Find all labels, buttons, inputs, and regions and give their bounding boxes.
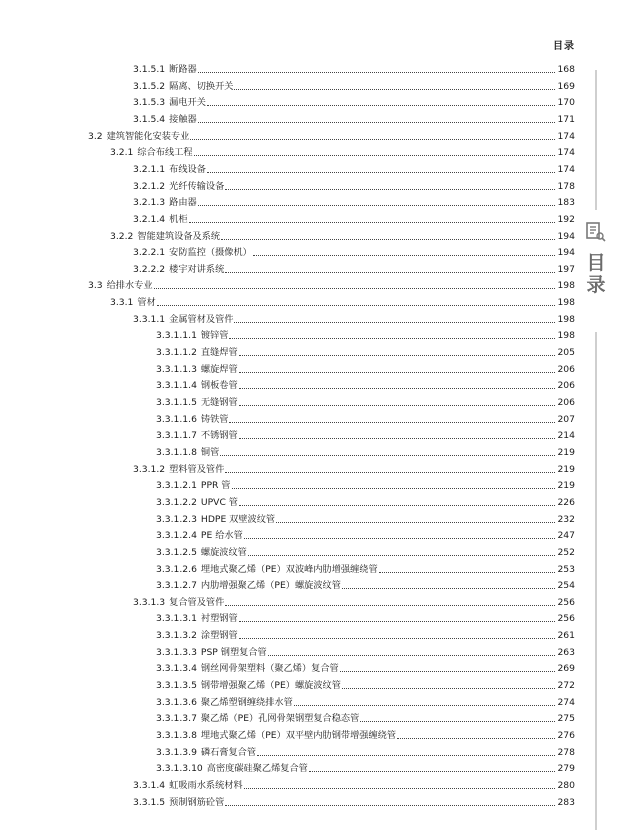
toc-entry[interactable] [156, 526, 575, 542]
toc-entry[interactable] [133, 593, 575, 609]
toc-entry-number: 3.1.5.1 [133, 64, 166, 75]
toc-entry-title: 螺旋波纹管 [200, 546, 247, 558]
toc-dot-leader [239, 355, 556, 356]
toc-entry-number: 3.1.5.2 [133, 80, 166, 92]
toc-entry[interactable] [156, 343, 575, 359]
toc-dot-leader [229, 338, 555, 339]
toc-entry-page: 178 [557, 180, 575, 192]
toc-entry[interactable] [110, 227, 575, 243]
toc-entry-number: 3.3.1.2.2 [156, 496, 197, 508]
toc-dot-leader [225, 189, 555, 190]
toc-entry-title: 直缝焊管 [200, 347, 238, 359]
toc-entry-page: 219 [557, 480, 575, 492]
toc-entry-number: 3.3.1.1.4 [156, 380, 197, 392]
toc-entry[interactable] [156, 659, 575, 675]
toc-entry-page: 194 [557, 230, 575, 242]
toc-entry-page: 174 [557, 130, 575, 142]
toc-dot-leader [207, 172, 556, 173]
toc-entry-page: 206 [557, 363, 575, 375]
toc-entry-title: 钢丝网骨架塑料（聚乙烯）复合管 [200, 663, 339, 675]
toc-entry-page: 206 [557, 380, 575, 392]
toc-dot-leader [194, 155, 556, 156]
toc-entry-title: 磷石膏复合管 [200, 746, 257, 758]
toc-entry-number: 3.2 [88, 130, 103, 142]
toc-entry-title: 螺旋焊管 [200, 363, 238, 375]
side-tab-label-line1: 目 [586, 252, 606, 274]
toc-entry[interactable] [133, 210, 575, 226]
toc-dot-leader [257, 755, 555, 756]
toc-entry-page: 272 [557, 680, 575, 692]
toc-entry-number: 3.3.1 [110, 297, 134, 309]
toc-entry-number: 3.3.1.1.2 [156, 347, 197, 359]
toc-entry-number: 3.2.1 [110, 147, 134, 159]
toc-entry-number: 3.3.1.3.4 [156, 663, 197, 675]
toc-entry-title: 聚乙烯（PE）孔网骨架钢塑复合稳态管 [200, 713, 360, 725]
toc-entry-title: 内肋增强聚乙烯（PE）螺旋波纹管 [200, 580, 341, 592]
toc-entry-page: 219 [557, 463, 575, 475]
toc-entry[interactable] [156, 510, 575, 526]
toc-entry-title: 机柜 [169, 213, 188, 225]
toc-dot-leader [342, 688, 556, 689]
toc-entry-title: 给排水专业 [106, 280, 153, 292]
toc-entry[interactable] [110, 293, 575, 309]
toc-entry-title: 无缝钢管 [200, 397, 238, 408]
toc-entry-number: 3.3.1.2.4 [156, 530, 197, 542]
toc-entry-number: 3.3.1.3.3 [156, 646, 197, 658]
toc-dot-leader [234, 89, 555, 90]
toc-entry[interactable] [156, 410, 575, 426]
toc-entry-page: 275 [557, 713, 575, 725]
toc-entry-page: 174 [557, 147, 575, 159]
toc-entry-title: 钢带增强聚乙烯（PE）螺旋波纹管 [200, 680, 341, 692]
toc-entry-page: 170 [557, 97, 575, 109]
toc-entry-page: 169 [557, 80, 575, 92]
toc-entry-title: 综合布线工程 [137, 147, 193, 159]
toc-entry-page: 214 [557, 430, 575, 442]
toc-entry[interactable] [133, 243, 575, 259]
toc-entry[interactable] [133, 177, 575, 193]
side-tab-label-line2: 录 [586, 274, 606, 296]
toc-entry[interactable] [156, 543, 575, 559]
toc-entry-page: 171 [557, 113, 575, 125]
toc-entry-page: 269 [557, 663, 575, 675]
toc-dot-leader [225, 605, 555, 606]
toc-entry-title: 铸铁管 [200, 413, 229, 425]
toc-entry-number: 3.3.1.2.5 [156, 546, 197, 558]
side-divider-line [595, 332, 597, 830]
toc-dot-leader [239, 505, 555, 506]
toc-entry[interactable] [133, 793, 575, 809]
toc-entry-title: HDPE 双壁波纹管 [200, 513, 276, 525]
toc-entry[interactable] [156, 360, 575, 376]
toc-entry-title: 钢板卷管 [200, 380, 238, 392]
toc-entry-title: 预制钢筋砼管 [169, 796, 225, 808]
bookmark-list-icon [584, 220, 608, 244]
toc-dot-leader [340, 671, 556, 672]
toc-entry-number: 3.3.1.1.3 [156, 363, 197, 375]
toc-entry-number: 3.3.1.1.7 [156, 430, 197, 442]
toc-entry-page: 219 [557, 446, 575, 458]
toc-dot-leader [379, 572, 556, 573]
toc-dot-leader [309, 771, 556, 772]
toc-dot-leader [234, 322, 555, 323]
toc-entry[interactable] [156, 476, 575, 492]
toc-dot-leader [294, 705, 556, 706]
toc-dot-leader [198, 122, 556, 123]
toc-dot-leader [225, 272, 555, 273]
toc-entry-page: 174 [557, 163, 575, 175]
toc-dot-leader [220, 455, 555, 456]
side-divider-line [595, 70, 597, 210]
toc-entry[interactable] [156, 743, 575, 759]
toc-entry-page: 194 [557, 247, 575, 259]
toc-entry-number: 3.3.1.3.9 [156, 746, 197, 758]
toc-entry-title: 衬塑钢管 [200, 613, 238, 625]
toc-entry-page: 283 [557, 796, 575, 808]
toc-entry-title: 智能建筑设备及系统 [137, 230, 221, 242]
toc-entry-title: 楼宇对讲系统 [169, 263, 225, 275]
side-bookmark-tab[interactable] [586, 70, 606, 830]
toc-entry[interactable] [133, 110, 575, 126]
toc-entry-number: 3.3.1.3 [133, 596, 166, 608]
toc-entry-title: 埋地式聚乙烯（PE）双平壁内肋钢带增强缠绕管 [200, 730, 397, 741]
toc-entry-number: 3.2.1.1 [133, 163, 166, 175]
toc-dot-leader [360, 721, 555, 722]
toc-entry[interactable] [156, 676, 575, 692]
toc-entry-title: 塑料管及管件 [169, 463, 225, 475]
toc-entry[interactable] [156, 326, 575, 342]
toc-entry-number: 3.3.1.2.6 [156, 563, 197, 575]
toc-entry-number: 3.1.5.3 [133, 97, 166, 109]
toc-entry[interactable] [156, 393, 575, 409]
toc-dot-leader [397, 738, 555, 739]
toc-entry-number: 3.3.1.4 [133, 779, 166, 791]
toc-entry[interactable] [133, 310, 575, 326]
toc-entry[interactable] [156, 426, 575, 442]
page-header-title: 目录 [553, 41, 575, 52]
toc-dot-leader [244, 788, 556, 789]
toc-entry-number: 3.2.2.1 [133, 247, 166, 259]
toc-entry-title: 路由器 [169, 197, 197, 209]
toc-dot-leader [239, 372, 556, 373]
toc-entry-page: 206 [557, 397, 575, 408]
toc-entry-number: 3.3.1.2.1 [156, 480, 197, 492]
toc-entry-number: 3.3.1.1.1 [156, 330, 197, 342]
toc-entry-number: 3.3.1.2.7 [156, 580, 197, 592]
toc-entry-page: 197 [557, 263, 575, 275]
toc-dot-leader [189, 222, 556, 223]
toc-entry-number: 3.3.1.5 [133, 796, 166, 808]
toc-entry-page: 252 [557, 546, 575, 558]
toc-entry[interactable] [156, 709, 575, 725]
toc-entry[interactable] [156, 576, 575, 592]
toc-entry-title: 涂塑钢管 [200, 630, 238, 642]
toc-entry-number: 3.2.2 [110, 230, 134, 242]
toc-entry-page: 280 [557, 779, 575, 791]
toc-entry[interactable] [156, 759, 575, 775]
toc-entry[interactable] [133, 460, 575, 476]
toc-dot-leader [239, 405, 556, 406]
toc-entry[interactable] [88, 127, 575, 143]
toc-entry-title: 高密度碳硅聚乙烯复合管 [206, 763, 308, 775]
toc-entry-page: 276 [557, 730, 575, 741]
toc-entry-title: 铜管 [200, 446, 220, 458]
toc-dot-leader [239, 621, 556, 622]
toc-entry-title: 聚乙烯塑钢缠绕排水管 [200, 696, 293, 708]
toc-entry[interactable] [110, 143, 575, 159]
toc-entry-number: 3.2.1.2 [133, 180, 166, 192]
toc-entry[interactable] [156, 376, 575, 392]
toc-entry-page: 256 [557, 596, 575, 608]
toc-entry-number: 3.3 [88, 280, 103, 292]
toc-entry-page: 232 [557, 513, 575, 525]
toc-entry-page: 226 [557, 496, 575, 508]
toc-entry-title: 不锈钢管 [200, 430, 238, 442]
toc-dot-leader [157, 305, 556, 306]
toc-entry-title: PPR 管 [200, 480, 231, 492]
toc-entry[interactable] [156, 493, 575, 509]
toc-entry-title: 光纤传输设备 [169, 180, 225, 192]
toc-entry-page: 198 [557, 297, 575, 309]
toc-entry-title: 断路器 [169, 64, 197, 75]
toc-entry-title: PE 给水管 [200, 530, 243, 542]
toc-entry[interactable] [133, 193, 575, 209]
toc-entry-title: 镀锌管 [200, 330, 229, 342]
toc-dot-leader [229, 422, 555, 423]
toc-entry-number: 3.3.1.1.8 [156, 446, 197, 458]
toc-entry[interactable] [133, 77, 575, 93]
toc-entry-page: 278 [557, 746, 575, 758]
toc-entry-page: 263 [557, 646, 575, 658]
toc-dot-leader [239, 438, 556, 439]
toc-entry[interactable] [133, 60, 575, 76]
toc-entry-number: 3.3.1.1.6 [156, 413, 197, 425]
toc-dot-leader [232, 488, 556, 489]
toc-entry[interactable] [133, 93, 575, 109]
toc-dot-leader [198, 72, 556, 73]
toc-dot-leader [225, 805, 555, 806]
toc-dot-leader [244, 538, 556, 539]
toc-dot-leader [268, 655, 556, 656]
toc-entry-title: 隔离、切换开关 [169, 80, 234, 92]
toc-entry-page: 183 [557, 197, 575, 209]
toc-entry-number: 3.3.1.3.5 [156, 680, 197, 692]
toc-entry-number: 3.3.1.1.5 [156, 397, 197, 408]
toc-dot-leader [207, 105, 556, 106]
toc-entry-title: PSP 钢塑复合管 [200, 646, 267, 658]
toc-entry[interactable] [156, 560, 575, 576]
toc-entry-page: 198 [557, 313, 575, 325]
toc-entry-number: 3.2.1.3 [133, 197, 166, 209]
toc-entry-number: 3.3.1.3.8 [156, 730, 197, 741]
toc-entry[interactable] [133, 160, 575, 176]
toc-dot-leader [239, 388, 556, 389]
toc-entry-title: 埋地式聚乙烯（PE）双波峰内肋增强缠绕管 [200, 563, 378, 575]
toc-entry-number: 3.3.1.3.10 [156, 763, 203, 775]
toc-entry-title: 管材 [137, 297, 156, 309]
toc-entry[interactable] [133, 776, 575, 792]
toc-entry-title: 漏电开关 [169, 97, 206, 109]
toc-entry-number: 3.3.1.1 [133, 313, 166, 325]
toc-dot-leader [248, 555, 556, 556]
toc-entry-title: UPVC 管 [200, 496, 238, 508]
toc-entry-page: 261 [557, 630, 575, 642]
toc-entry-title: 建筑智能化安装专业 [106, 130, 190, 142]
toc-entry[interactable] [156, 626, 575, 642]
toc-entry[interactable] [88, 276, 575, 292]
toc-dot-leader [276, 522, 555, 523]
toc-entry-page: 192 [557, 213, 575, 225]
toc-entry-number: 3.3.1.3.6 [156, 696, 197, 708]
toc-entry-number: 3.2.2.2 [133, 263, 166, 275]
toc-entry[interactable] [156, 609, 575, 625]
toc-entry-title: 接触器 [169, 113, 197, 125]
toc-dot-leader [190, 139, 555, 140]
toc-dot-leader [253, 255, 556, 256]
toc-entry-page: 205 [557, 347, 575, 359]
toc-entry-page: 198 [557, 280, 575, 292]
toc-entry-title: 复合管及管件 [169, 596, 225, 608]
toc-entry-number: 3.3.1.2.3 [156, 513, 197, 525]
toc-entry-page: 198 [557, 330, 575, 342]
toc-dot-leader [154, 288, 556, 289]
toc-entry-title: 安防监控（摄像机） [169, 247, 252, 259]
toc-entry-title: 金属管材及管件 [169, 313, 234, 325]
toc-entry-title: 布线设备 [169, 163, 206, 175]
toc-entry[interactable] [156, 443, 575, 459]
toc-entry-number: 3.3.1.3.7 [156, 713, 197, 725]
toc-entry[interactable] [156, 643, 575, 659]
toc-entry-page: 207 [557, 413, 575, 425]
toc-entry-page: 256 [557, 613, 575, 625]
toc-entry-number: 3.2.1.4 [133, 213, 166, 225]
toc-entry-page: 254 [557, 580, 575, 592]
toc-entry-page: 279 [557, 763, 575, 775]
toc-dot-leader [198, 205, 556, 206]
toc-entry[interactable] [156, 693, 575, 709]
toc-entry-page: 247 [557, 530, 575, 542]
toc-entry-number: 3.1.5.4 [133, 113, 166, 125]
toc-entry-number: 3.3.1.3.2 [156, 630, 197, 642]
toc-entry[interactable] [133, 260, 575, 276]
toc-entry-page: 168 [557, 64, 575, 75]
side-tab-label [583, 252, 609, 296]
toc-dot-leader [221, 239, 555, 240]
toc-dot-leader [342, 588, 556, 589]
toc-entry-number: 3.3.1.2 [133, 463, 166, 475]
toc-entry[interactable] [156, 726, 575, 742]
toc-entry-page: 274 [557, 696, 575, 708]
toc-entry-page: 253 [557, 563, 575, 575]
toc-dot-leader [225, 472, 555, 473]
toc-dot-leader [239, 638, 556, 639]
toc-entry-title: 虹吸雨水系统材料 [169, 779, 243, 791]
toc-entry-number: 3.3.1.3.1 [156, 613, 197, 625]
